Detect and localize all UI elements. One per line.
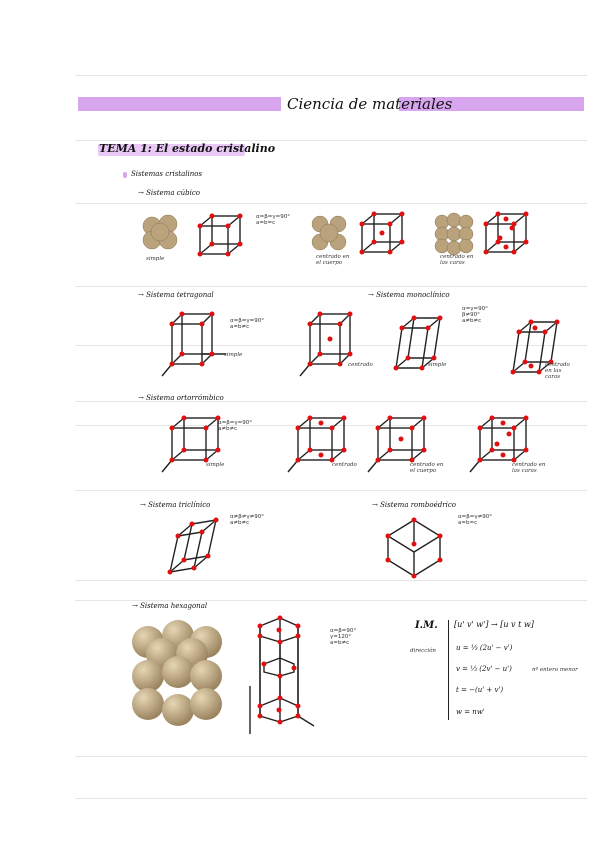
hexagonal-cell <box>240 606 320 746</box>
cubic-bcc-cell <box>354 206 414 266</box>
ortho-bc-label: centrado en el cuerpo <box>410 462 444 474</box>
ortho-centered-label: centrado <box>332 462 357 468</box>
tetragonal-label: → Sistema tetragonal <box>138 291 214 299</box>
miller-eq4: w = nw' <box>456 708 485 716</box>
ruled-line <box>75 490 587 491</box>
ruled-line <box>75 203 587 204</box>
monoclinic-simple-label: simple <box>428 362 447 368</box>
cubic-simple-spheres <box>138 210 188 260</box>
rhombohedral-label: → Sistema romboédrico <box>372 501 456 509</box>
orthorhombic-label: → Sistema ortorrómbico <box>138 394 224 402</box>
rhombohedral-params: α=β=γ≠90° a=b=c <box>458 514 492 526</box>
cubic-simple-cell <box>192 208 252 268</box>
monoclinic-label: → Sistema monoclínico <box>368 291 450 299</box>
tetragonal-params: α=β=γ=90° a=b≠c <box>230 318 264 330</box>
section-title: Sistemas cristalinos <box>131 170 203 178</box>
cubic-fcc-spheres <box>430 210 480 260</box>
ruled-line <box>75 140 587 141</box>
ortho-fc-label: centrado en las caras <box>512 462 546 474</box>
triclinic-label: → Sistema triclínico <box>140 501 211 509</box>
cubic-simple-label: simple <box>146 256 165 262</box>
ruled-line <box>75 580 587 581</box>
page-title: Ciencia de materiales <box>287 95 453 113</box>
ruled-line <box>75 798 587 799</box>
cubic-params: α=β=γ=90° a=b=c <box>256 214 290 226</box>
ortho-simple-label: simple <box>206 462 225 468</box>
triclinic-params: α≠β≠γ≠90° a≠b≠c <box>230 514 264 526</box>
cubic-label: → Sistema cúbico <box>138 189 200 197</box>
miller-divider <box>448 620 449 720</box>
hexagonal-label: → Sistema hexagonal <box>132 602 208 610</box>
ruled-line <box>75 286 587 287</box>
miller-eq2: v = ⅓ (2v' − u') <box>456 665 512 673</box>
cubic-bcc-label: centrado en el cuerpo <box>316 254 350 266</box>
ruled-line <box>75 756 587 757</box>
miller-eq1: u = ⅓ (2u' − v') <box>456 644 513 652</box>
monoclinic-face-label: centrado en las caras <box>545 362 570 380</box>
miller-note: nº entero menor <box>532 667 578 673</box>
hexagonal-spheres <box>128 620 228 730</box>
triclinic-cell <box>160 510 230 590</box>
title-highlight <box>78 97 281 111</box>
topic-title: TEMA 1: El estado cristalino <box>99 142 276 155</box>
tetragonal-centered-cell <box>296 302 366 382</box>
ortho-params: α=β=γ=90° a≠b≠c <box>218 420 252 432</box>
monoclinic-simple-cell <box>392 302 462 382</box>
miller-mapping: [u' v' w'] → [u v t w] <box>454 620 534 629</box>
cubic-fcc-label: centrado en las caras <box>440 254 474 266</box>
miller-eq3: t = −(u' + v') <box>456 686 504 694</box>
ruled-line <box>75 75 587 76</box>
tetragonal-simple-cell <box>158 302 228 382</box>
miller-title: I.M. <box>415 620 438 631</box>
monoclinic-params: α=γ=90° β≠90° a≠b≠c <box>462 306 488 324</box>
bullet <box>123 172 127 178</box>
cubic-fcc-cell <box>478 206 538 266</box>
cubic-bcc-spheres <box>306 210 356 260</box>
rhombohedral-cell <box>382 516 446 580</box>
miller-subtitle: dirección <box>410 648 436 654</box>
tetragonal-simple-label: simple <box>224 352 243 358</box>
tetragonal-centered-label: centrado <box>348 362 373 368</box>
hexagonal-params: α=β=90° γ=120° a=b≠c <box>330 628 357 646</box>
ruled-line <box>75 600 587 601</box>
